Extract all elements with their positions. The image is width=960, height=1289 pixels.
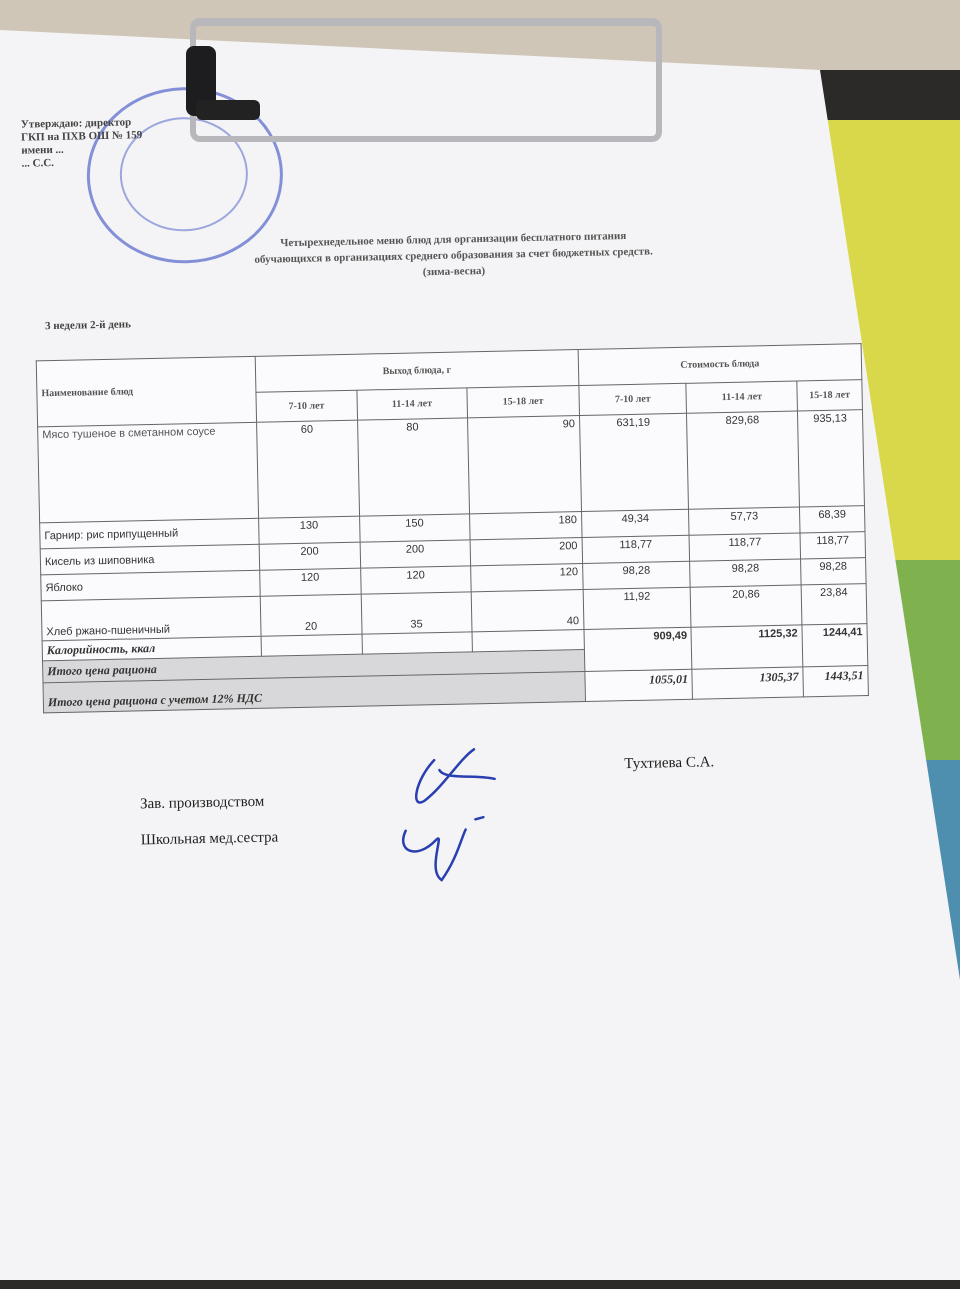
approval-line: ГКП на ПХВ ОШ № 159 (20, 129, 143, 144)
age-group-header: 7-10 лет (579, 383, 687, 415)
age-group-header: 15-18 лет (797, 380, 863, 411)
cost-cell: 49,34 (581, 509, 689, 537)
age-group-header: 11-14 лет (356, 388, 467, 420)
yield-cell: 200 (259, 542, 360, 570)
cost-cell: 68,39 (799, 506, 865, 533)
yield-cell: 20 (260, 594, 361, 636)
cost-cell: 98,28 (582, 561, 690, 589)
cost-cell: 118,77 (800, 532, 866, 559)
dish-name: Кисель из шиповника (40, 544, 259, 575)
cost-cell: 631,19 (579, 413, 689, 511)
cost-cell: 57,73 (689, 507, 800, 535)
yield-cell: 120 (360, 566, 471, 594)
cost-cell: 829,68 (687, 411, 800, 509)
total-cost-value: 909,49 (584, 627, 693, 671)
yield-cell: 200 (470, 538, 582, 566)
yield-cell: 40 (471, 590, 584, 632)
cost-cell: 98,28 (690, 559, 801, 587)
cost-cell: 20,86 (691, 585, 802, 627)
menu-table (36, 343, 869, 713)
table-row (38, 410, 865, 523)
header-dish: Наименование блюд (36, 356, 256, 427)
cost-cell: 118,77 (582, 535, 690, 563)
approval-line: имени ... (21, 143, 64, 157)
cost-cell: 935,13 (797, 410, 864, 507)
yield-cell: 60 (257, 420, 360, 518)
yield-cell: 200 (360, 540, 471, 568)
yield-cell: 120 (471, 564, 583, 592)
calories-label: Калорийность, ккал (42, 636, 261, 661)
total-vat-value: 1305,37 (692, 667, 803, 699)
week-label: 3 недели 2-й день (44, 318, 132, 333)
yield-cell: 150 (359, 514, 470, 542)
clipboard-clip (190, 18, 662, 142)
total-vat-value: 1055,01 (585, 669, 693, 701)
dish-name: Гарнир: рис припущенный (40, 518, 259, 549)
yield-cell: 130 (259, 516, 360, 544)
approval-line: ... С.С. (21, 156, 55, 170)
yield-cell: 120 (260, 568, 361, 596)
total-label: Итого цена рациона (43, 650, 585, 683)
dish-name: Мясо тушеное в сметанном соусе (38, 422, 259, 523)
yield-cell: 180 (470, 512, 582, 540)
title-line: обучающихся в организациях среднего образования за счет бюджетных средств. (254, 245, 653, 266)
age-group-header: 11-14 лет (686, 381, 797, 413)
total-vat-value: 1443,51 (803, 666, 869, 697)
empty-cell (362, 632, 473, 654)
total-vat-label: Итого цена рациона с учетом 12% НДС (43, 671, 585, 712)
approval-line: Утверждаю: директор (20, 116, 132, 131)
cost-cell: 11,92 (583, 587, 692, 629)
cost-cell: 118,77 (689, 533, 800, 561)
role-school-nurse: Школьная мед.сестра (140, 829, 279, 849)
dish-name: Хлеб ржано-пшеничный (41, 596, 261, 641)
clipboard-clip-tip (196, 100, 260, 120)
signatory-name: Тухтиева С.А. (624, 754, 715, 773)
role-production-head: Зав. производством (139, 793, 265, 813)
dish-name: Яблоко (41, 570, 260, 601)
title-line: (зима-весна) (422, 264, 486, 279)
total-cost-value: 1244,41 (802, 624, 868, 667)
cost-cell: 23,84 (801, 584, 867, 625)
handwritten-signature (364, 738, 527, 891)
header-cost: Стоимость блюда (578, 344, 862, 386)
yield-cell: 80 (357, 418, 469, 516)
total-cost-value: 1125,32 (691, 625, 802, 669)
title-line: Четырехнедельное меню блюд для организации бесплатного питания (280, 230, 627, 250)
age-group-header: 15-18 лет (467, 386, 579, 418)
yield-cell: 90 (468, 416, 582, 514)
header-yield: Выход блюда, г (255, 350, 578, 393)
empty-cell (261, 634, 362, 656)
yield-cell: 35 (361, 592, 472, 634)
empty-cell (472, 630, 584, 652)
age-group-header: 7-10 лет (256, 390, 357, 422)
cost-cell: 98,28 (801, 558, 867, 585)
